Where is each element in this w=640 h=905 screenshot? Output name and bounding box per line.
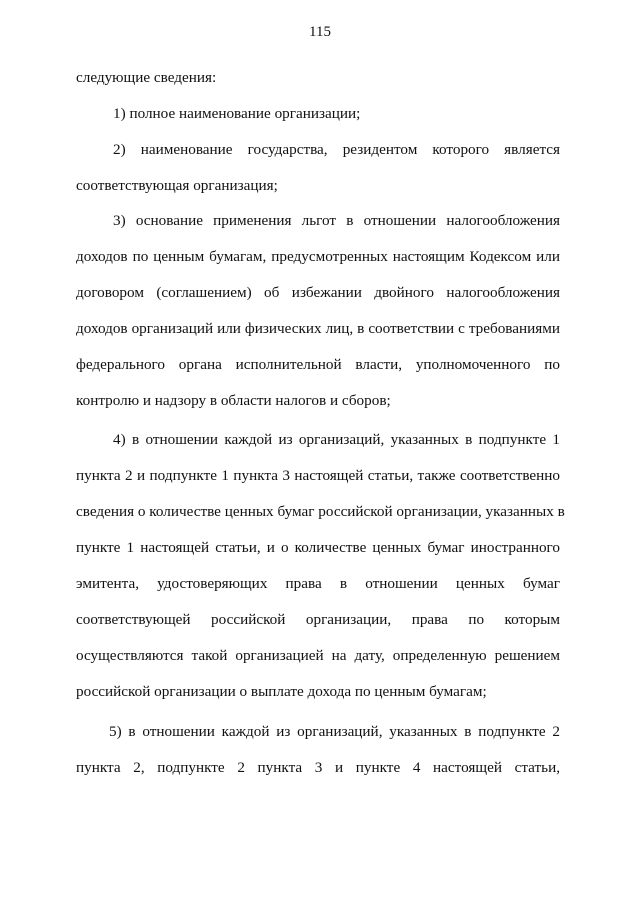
- text-line-10: контролю и надзору в области налогов и сборов;: [76, 392, 391, 409]
- text-line-14: пункте 1 настоящей статьи, и о количестве ценных бумаг иностранного: [76, 539, 560, 556]
- text-line-17: осуществляются такой организацией на дату, определенную решением: [76, 647, 560, 664]
- text-line-8: доходов организаций или физических лиц, в соответствии с требованиями: [76, 320, 560, 337]
- text-line-18: российской организации о выплате дохода по ценным бумагам;: [76, 683, 487, 700]
- text-line-16: соответствующей российской организации, права по которым: [76, 611, 560, 628]
- text-line-7: договором (соглашением) об избежании двойного налогообложения: [76, 284, 560, 301]
- text-line-5: 3) основание применения льгот в отношении налогообложения: [113, 212, 560, 229]
- text-line-13: сведения о количестве ценных бумаг российской организации, указанных в: [76, 503, 565, 520]
- text-line-1: следующие сведения:: [76, 69, 217, 86]
- text-line-2: 1) полное наименование организации;: [113, 105, 361, 122]
- text-line-15: эмитента, удостоверяющих права в отношении ценных бумаг: [76, 575, 560, 592]
- text-line-11: 4) в отношении каждой из организаций, указанных в подпункте 1: [113, 431, 560, 448]
- text-line-3: 2) наименование государства, резидентом которого является: [113, 141, 560, 158]
- text-line-12: пункта 2 и подпункте 1 пункта 3 настоящей статьи, также соответственно: [76, 467, 560, 484]
- page-number: 115: [309, 24, 331, 40]
- text-line-20: пункта 2, подпункте 2 пункта 3 и пункте 4 настоящей статьи,: [76, 759, 560, 776]
- text-line-6: доходов по ценным бумагам, предусмотренных настоящим Кодексом или: [76, 248, 560, 265]
- text-line-9: федерального органа исполнительной власти, уполномоченного по: [76, 356, 560, 373]
- text-line-19: 5) в отношении каждой из организаций, указанных в подпункте 2: [109, 723, 560, 740]
- text-line-4: соответствующая организация;: [76, 177, 278, 194]
